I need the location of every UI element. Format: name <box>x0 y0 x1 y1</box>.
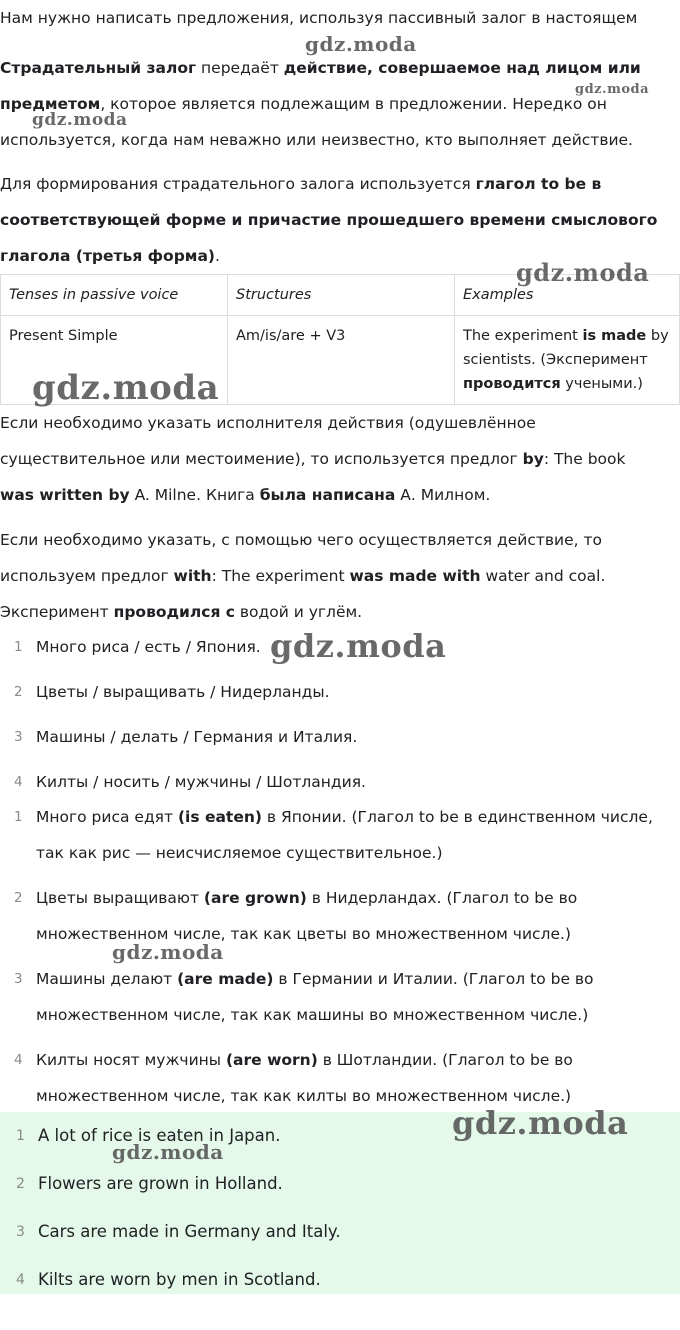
bold-text: with <box>173 567 212 585</box>
list-item <box>0 880 670 952</box>
table-cell-example <box>455 316 680 405</box>
list-item <box>0 1208 680 1256</box>
table-header-structure: Structures <box>228 275 455 316</box>
text-run: A. Milne. Книга <box>129 486 260 504</box>
bold-text: была написана <box>259 486 396 504</box>
watermark-logo: gdz.moda <box>32 110 128 130</box>
text-run: water and coal. Эксперимент <box>0 567 606 621</box>
text-run: Машины делают <box>36 970 178 988</box>
list-item-text <box>36 808 653 862</box>
table-header-tense: Tenses in passive voice <box>1 275 228 316</box>
table-cell-tense: Present Simple <box>1 316 228 405</box>
watermark-logo: gdz.moda <box>575 82 650 97</box>
text-run: , которое является подлежащим в предложении. Нередко он используется, когда нам неважно или неизвестно, кто выполняет действие. <box>0 95 633 149</box>
list-item-number: 3 <box>14 729 23 745</box>
with-paragraph <box>0 522 660 630</box>
text-run: в Японии. (Глагол to be в единственном числе, так как рис — неисчисляемое существительное.) <box>36 808 653 862</box>
text-run: . <box>215 247 220 265</box>
watermark-logo: gdz.moda <box>270 627 447 665</box>
list-item-text: Много риса / есть / Япония. <box>36 638 261 656</box>
text-run: : The experiment <box>211 567 350 585</box>
list-item-number: 1 <box>14 809 23 825</box>
watermark-logo: gdz.moda <box>516 258 650 287</box>
list-item-text: A lot of rice is eaten in Japan. <box>38 1126 281 1145</box>
intro-text: Нам нужно написать предложения, используя пассивный залог в настоящем <box>0 9 638 27</box>
text-run: Если необходимо указать, с помощью чего осуществляется действие, то используем предлог <box>0 531 603 585</box>
bold-text: was made with <box>349 567 481 585</box>
list-item-number: 3 <box>14 971 23 987</box>
bold-text: (is eaten) <box>177 808 262 826</box>
text-run: Цветы выращивают <box>36 889 204 907</box>
bold-text: was written by <box>0 486 130 504</box>
list-item <box>0 764 680 800</box>
list-item-number: 2 <box>14 890 23 906</box>
list-item-text <box>36 1051 573 1105</box>
text-run: Много риса едят <box>36 808 178 826</box>
list-item <box>0 1160 680 1208</box>
watermark-logo: gdz.moda <box>112 940 224 964</box>
bold-text: глагол to be в соответствующей форме и причастие прошедшего времени смыслового глагола (третья форма) <box>0 175 658 265</box>
list-item-text: Flowers are grown in Holland. <box>38 1174 283 1193</box>
list-item-number: 2 <box>14 684 23 700</box>
text-run: в Шотландии. (Глагол to be во множественном числе, так как килты во множественном числе.) <box>36 1051 573 1105</box>
text-run: Килты носят мужчины <box>36 1051 226 1069</box>
table-cell-structure: Am/is/are + V3 <box>228 316 455 405</box>
text-run: в Германии и Италии. (Глагол to be во множественном числе, так как машины во множественном числе.) <box>36 970 594 1024</box>
list-item-number: 1 <box>14 639 23 655</box>
text-run: : The book <box>543 450 626 468</box>
list-item-text: Цветы / выращивать / Нидерланды. <box>36 683 330 701</box>
rule-paragraph-definition <box>0 50 660 158</box>
list-item-text: Машины / делать / Германия и Италия. <box>36 728 358 746</box>
watermark-logo: gdz.moda <box>452 1104 629 1142</box>
list-item <box>0 1256 680 1304</box>
list-item-text: Cars are made in Germany and Italy. <box>38 1222 341 1241</box>
text-run: The experiment <box>463 328 583 344</box>
by-paragraph <box>0 405 660 513</box>
list-item-text: Kilts are worn by men in Scotland. <box>38 1270 321 1289</box>
list-item-text <box>36 970 594 1024</box>
bold-text: by <box>522 450 544 468</box>
bold-text: проводится <box>463 376 561 392</box>
text-run: в Нидерландах. (Глагол to be во множественном числе, так как цветы во множественном числе.) <box>36 889 578 943</box>
list-item-number: 4 <box>14 774 23 790</box>
bold-text: is made <box>582 328 647 344</box>
text-run: водой и углём. <box>234 603 363 621</box>
list-item <box>0 799 670 871</box>
watermark-logo: gdz.moda <box>32 368 220 408</box>
list-item-number: 4 <box>16 1272 25 1288</box>
translation-list <box>0 799 670 1114</box>
list-item-text: Килты / носить / мужчины / Шотландия. <box>36 773 366 791</box>
text-run: Если необходимо указать исполнителя действия (одушевлённое существительное или местоимение), то используется предлог <box>0 414 536 468</box>
list-item-number: 4 <box>14 1052 23 1068</box>
list-item-number: 3 <box>16 1224 25 1240</box>
bold-text: Страдательный залог <box>0 59 197 77</box>
list-item-number: 2 <box>16 1176 25 1192</box>
bold-text: действие, совершаемое над лицом или предметом <box>0 59 641 113</box>
bold-text: проводился с <box>113 603 235 621</box>
bold-text: (are made) <box>177 970 274 988</box>
table-header-examples: Examples <box>455 275 680 316</box>
bold-text: (are grown) <box>203 889 307 907</box>
watermark-logo: gdz.moda <box>305 32 417 56</box>
text-run: учеными.) <box>560 376 643 392</box>
list-item <box>0 719 680 755</box>
watermark-logo: gdz.moda <box>112 1140 224 1164</box>
text-run: Для формирования страдательного залога используется <box>0 175 476 193</box>
list-item-text <box>36 889 577 943</box>
text-run: передаёт <box>196 59 284 77</box>
bold-text: (are worn) <box>225 1051 318 1069</box>
text-run: by scientists. (Эксперимент <box>463 328 669 368</box>
list-item <box>0 674 680 710</box>
list-item-number: 1 <box>16 1128 25 1144</box>
list-item <box>0 961 670 1033</box>
text-run: А. Милном. <box>395 486 491 504</box>
